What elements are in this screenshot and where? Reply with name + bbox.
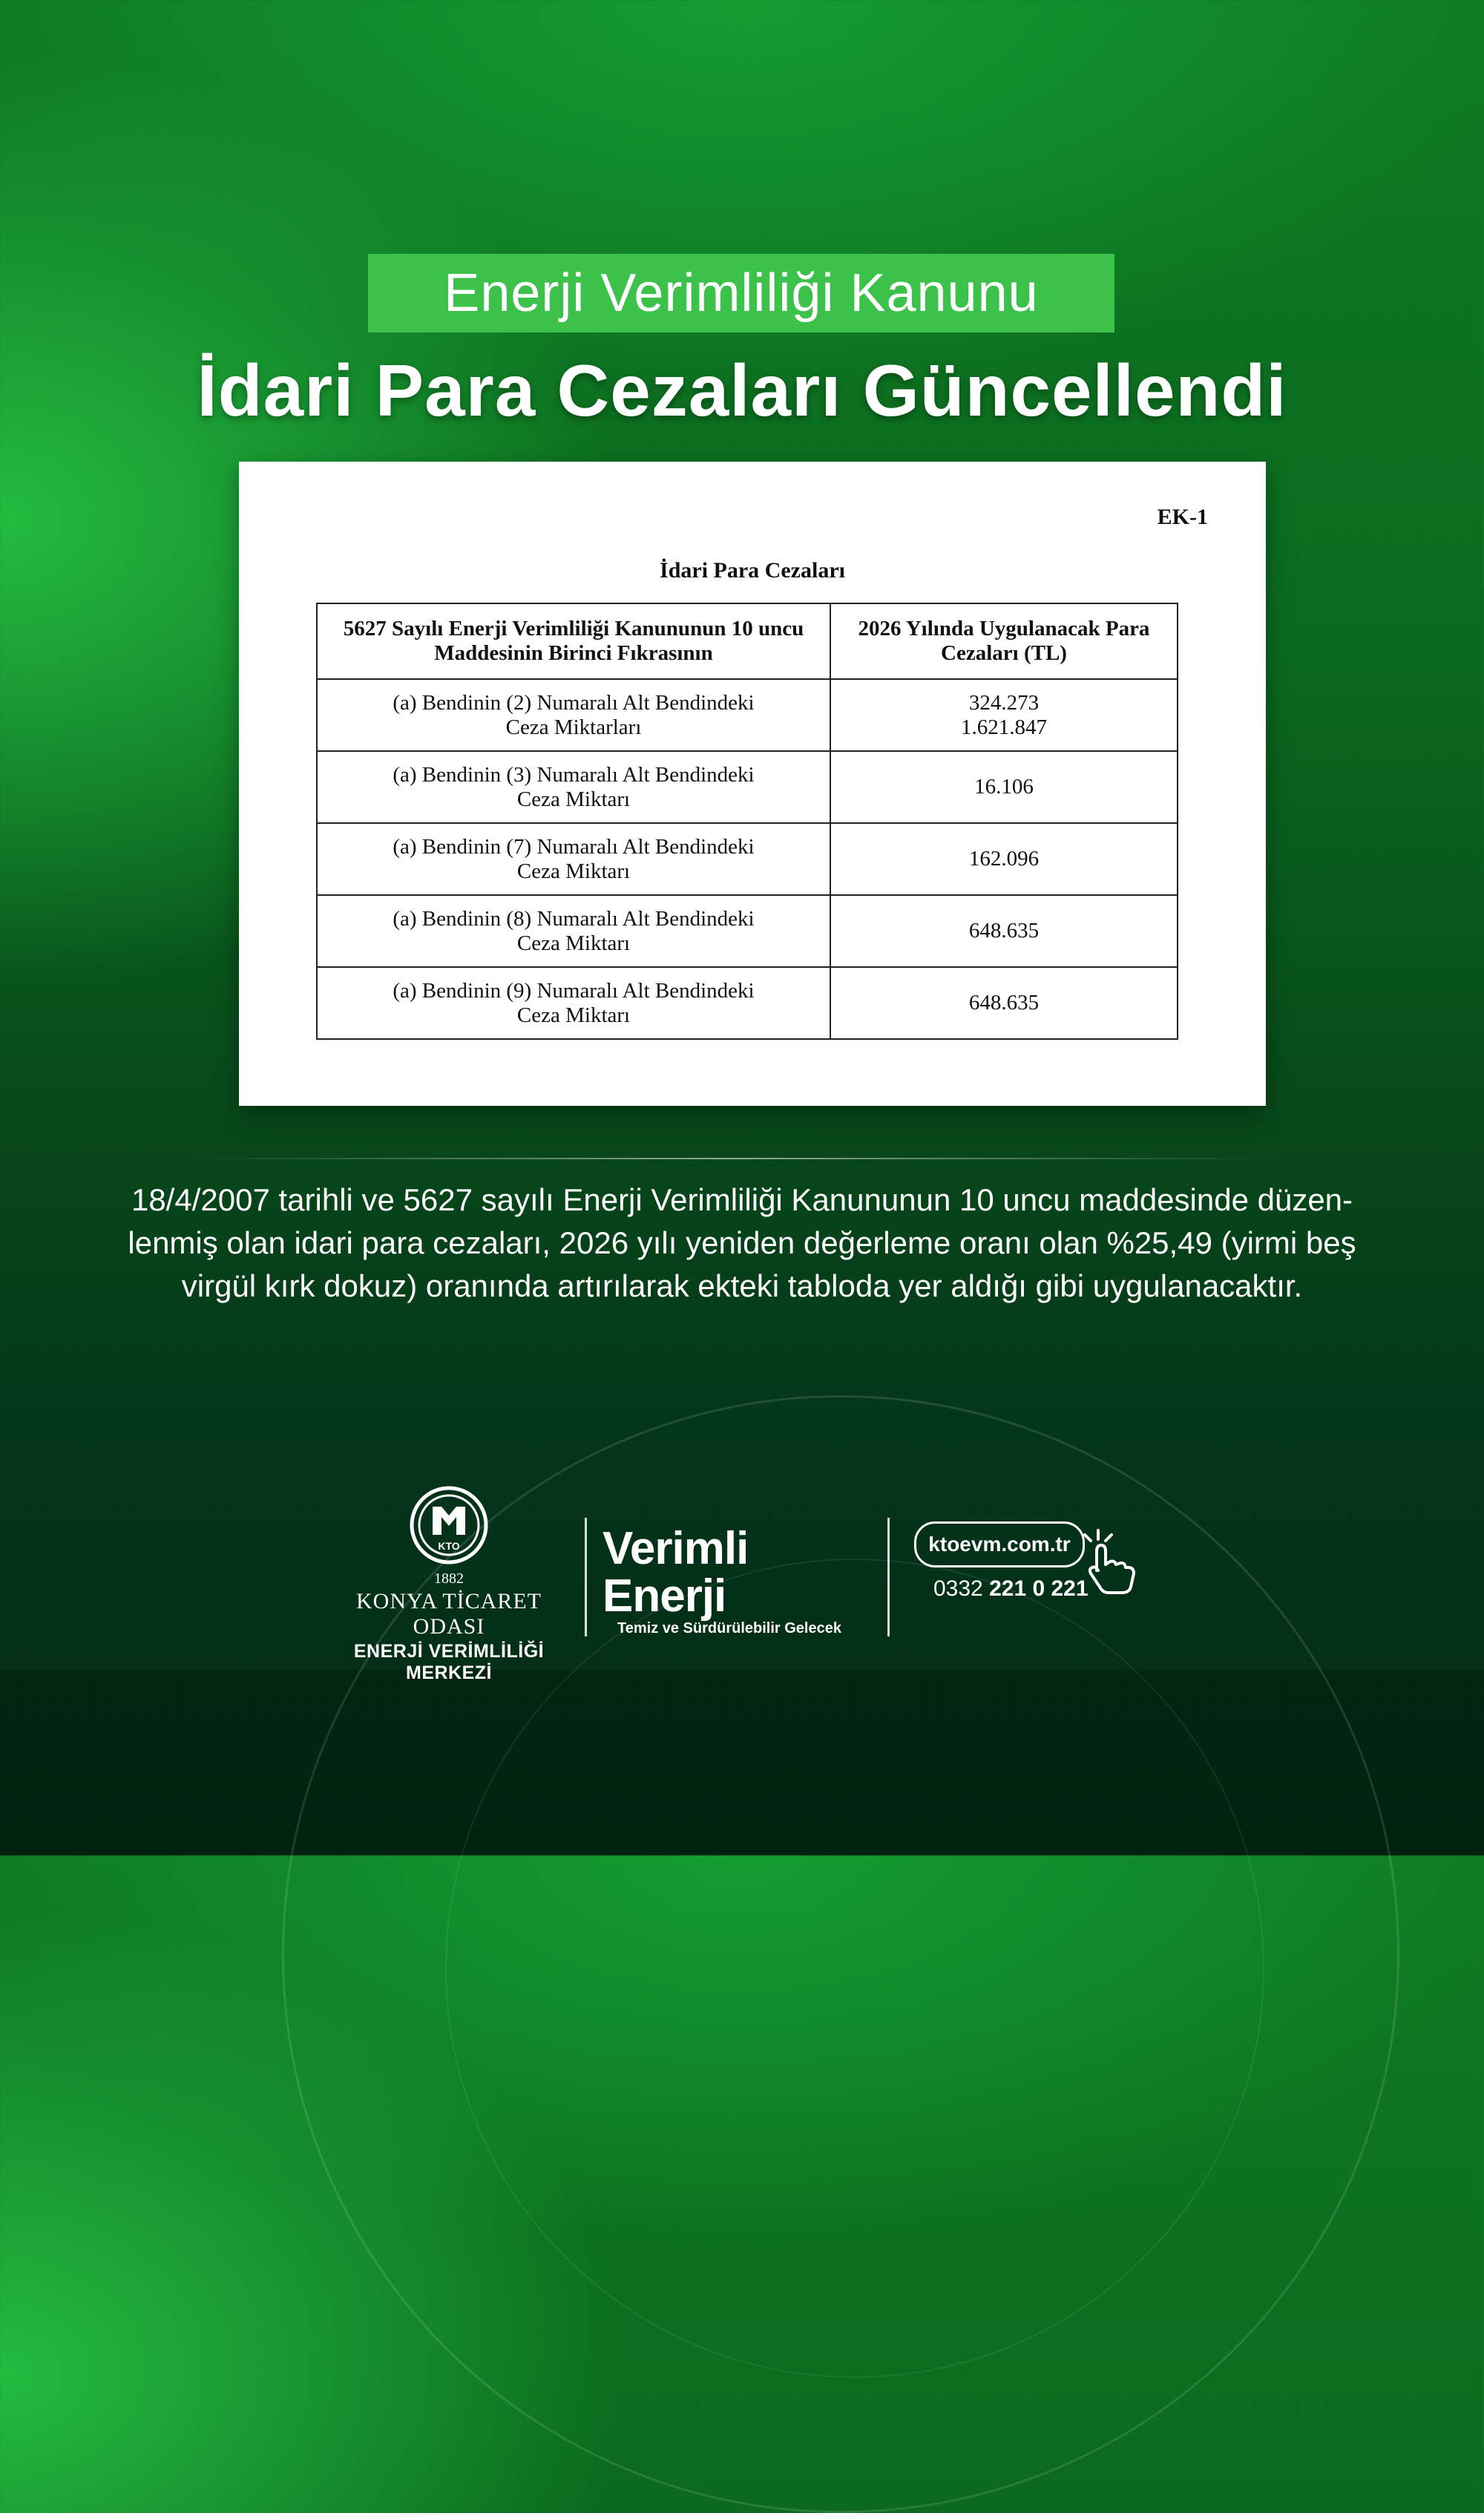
row-label — [317, 679, 830, 751]
row-value: 648.635 — [830, 895, 1178, 967]
row-value-2: 1.621.847 — [961, 715, 1047, 739]
table-row — [317, 679, 1178, 751]
row-label — [317, 967, 830, 1039]
document-image — [239, 462, 1266, 1106]
footer-separator — [585, 1518, 587, 1636]
brand-logo — [603, 1525, 877, 1637]
kto-name: KONYA TİCARET ODASI — [356, 1589, 542, 1639]
row-label-line1: (a) Bendinin (8) Numaralı Alt Bendindeki — [393, 906, 755, 931]
pointer-hand-icon — [1077, 1529, 1137, 1596]
announcement-line: 18/4/2007 tarihli ve 5627 sayılı Enerji Verimliliği Kanununun 10 uncu maddesinde düzen- — [131, 1182, 1353, 1217]
row-value: 648.635 — [830, 967, 1178, 1039]
row-label-line1: (a) Bendinin (2) Numaralı Alt Bendindeki — [393, 690, 755, 715]
row-label — [317, 823, 830, 895]
table-row — [317, 823, 1178, 895]
kto-subtitle: ENERJİ VERİMLİLİĞİ MERKEZİ — [353, 1641, 545, 1683]
table-row — [317, 967, 1178, 1039]
column-header-article: 5627 Sayılı Enerji Verimliliği Kanununun 10 uncu Maddesinin Birinci Fıkrasının — [317, 603, 830, 679]
row-label — [317, 751, 830, 823]
kto-year: 1882 — [434, 1570, 464, 1587]
row-label-line2: Ceza Miktarları — [505, 715, 642, 739]
row-value: 162.096 — [830, 823, 1178, 895]
penalty-table — [316, 603, 1178, 1040]
row-label-line2: Ceza Miktarı — [516, 1003, 631, 1027]
row-value-1: 324.273 — [968, 690, 1040, 715]
row-label-line2: Ceza Miktarı — [516, 859, 631, 883]
row-label-line1: (a) Bendinin (9) Numaralı Alt Bendindeki — [393, 978, 755, 1003]
svg-text:KTO: KTO — [438, 1540, 460, 1552]
column-header-amount: 2026 Yılında Uygulanacak Para Cezaları (TL) — [830, 603, 1178, 679]
annex-label: EK-1 — [1157, 505, 1208, 529]
row-label-line1: (a) Bendinin (7) Numaralı Alt Bendindeki — [393, 834, 755, 859]
phone-prefix: 0332 — [933, 1576, 983, 1601]
row-label — [317, 895, 830, 967]
brand-title: Verimli Enerji — [603, 1523, 749, 1622]
row-label-line2: Ceza Miktarı — [516, 787, 631, 811]
kto-logo — [326, 1484, 571, 1684]
phone-main: 221 0 221 — [989, 1576, 1089, 1601]
page-title: İdari Para Cezaları Güncellendi — [197, 350, 1287, 431]
subtitle-banner — [368, 254, 1114, 332]
row-label-line2: Ceza Miktarı — [516, 931, 631, 955]
row-value: 16.106 — [830, 751, 1178, 823]
contact-block — [914, 1521, 1152, 1602]
bottom-band — [0, 1670, 1484, 1855]
section-divider — [193, 1158, 1276, 1159]
table-header-row — [317, 603, 1178, 679]
row-value — [830, 679, 1178, 751]
kto-emblem-icon — [408, 1484, 490, 1566]
announcement-text — [111, 1179, 1373, 1308]
announcement-line: lenmiş olan idari para cezaları, 2026 yılı yeniden değerleme oranı olan %25,49 (yirmi beş — [128, 1225, 1356, 1260]
website-link[interactable]: ktoevm.com.tr — [914, 1521, 1085, 1567]
announcement-line: virgül kırk dokuz) oranında artırılarak ekteki tabloda yer aldığı gibi uygulanacaktır. — [181, 1268, 1303, 1303]
footer-separator — [887, 1518, 890, 1636]
document-title: İdari Para Cezaları — [660, 558, 845, 583]
brand-tagline: Temiz ve Sürdürülebilir Gelecek — [617, 1620, 841, 1636]
table-row — [317, 751, 1178, 823]
table-row — [317, 895, 1178, 967]
row-label-line1: (a) Bendinin (3) Numaralı Alt Bendindeki — [393, 762, 755, 787]
subtitle-text: Enerji Verimliliği Kanunu — [444, 263, 1039, 323]
